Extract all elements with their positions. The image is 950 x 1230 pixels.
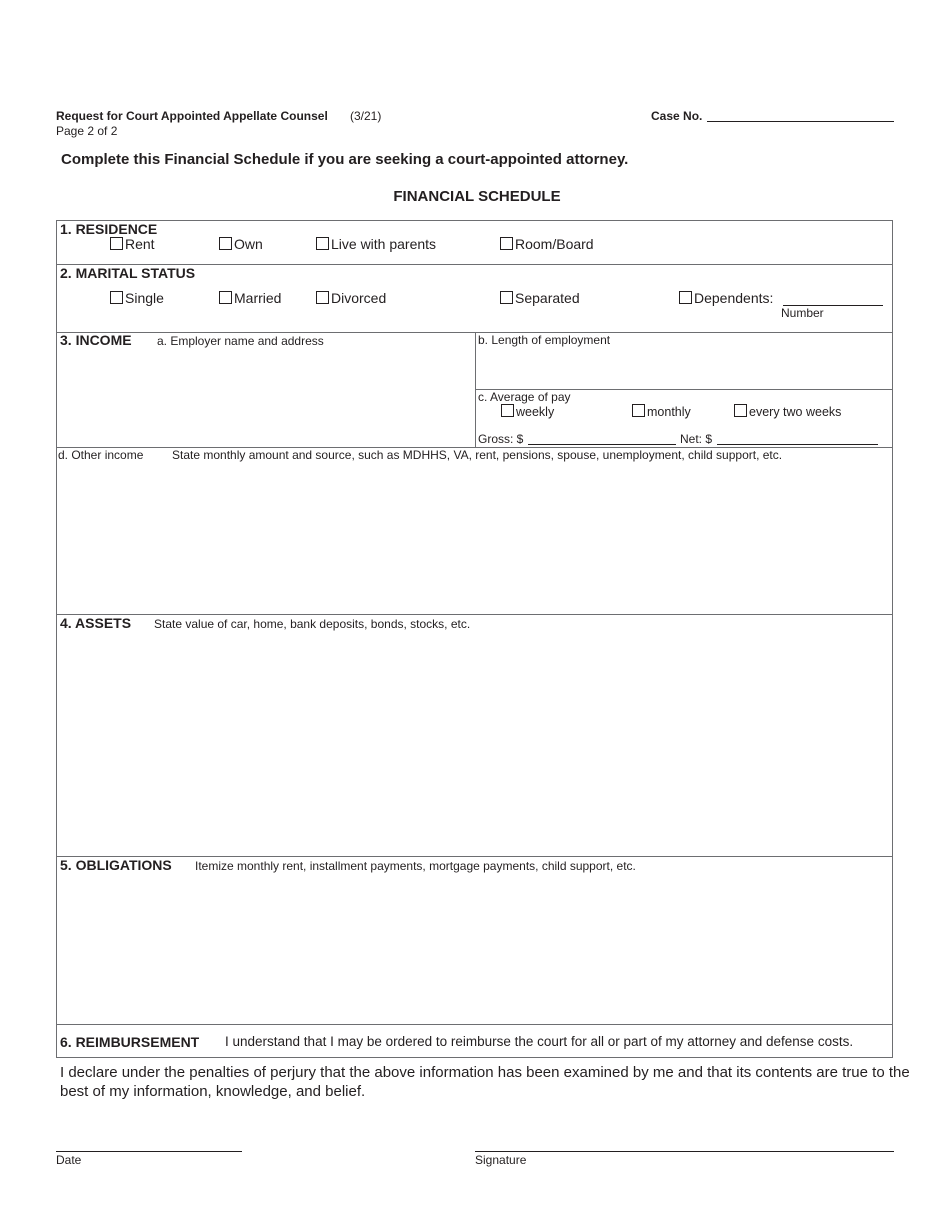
residence-own-option[interactable] <box>219 236 263 252</box>
income-heading: 3. INCOME <box>60 332 132 348</box>
net-pay-label: Net: $ <box>680 432 713 446</box>
dependents-caption: Number <box>781 306 824 320</box>
checkbox[interactable] <box>500 291 513 304</box>
instruction-text: Complete this Financial Schedule if you are seeking a court-appointed attorney. <box>61 151 629 168</box>
residence-parents-option[interactable] <box>316 236 436 252</box>
divider <box>475 332 476 447</box>
marital-status-heading: 2. MARITAL STATUS <box>60 265 196 281</box>
option-label: Single <box>125 290 164 306</box>
other-income-label: d. Other income <box>58 448 144 462</box>
checkbox[interactable] <box>501 404 514 417</box>
pay-biweekly-option[interactable] <box>734 404 841 419</box>
signature-label: Signature <box>475 1153 527 1167</box>
schedule-title: FINANCIAL SCHEDULE <box>393 188 561 205</box>
residence-roomboard-option[interactable] <box>500 236 594 252</box>
checkbox[interactable] <box>632 404 645 417</box>
option-label: weekly <box>516 405 555 419</box>
marital-divorced-option[interactable] <box>316 290 386 306</box>
obligations-heading: 5. OBLIGATIONS <box>60 857 172 873</box>
case-number-label: Case No. <box>651 109 703 123</box>
marital-married-option[interactable] <box>219 290 281 306</box>
checkbox[interactable] <box>679 291 692 304</box>
divider <box>57 614 892 615</box>
gross-pay-label: Gross: $ <box>478 432 524 446</box>
average-pay-label: c. Average of pay <box>478 390 571 404</box>
financial-schedule-form <box>56 220 893 1058</box>
residence-heading: 1. RESIDENCE <box>60 221 158 237</box>
assets-instruction: State value of car, home, bank deposits, bonds, stocks, etc. <box>154 617 471 631</box>
option-label: monthly <box>647 405 691 419</box>
option-label: every two weeks <box>749 405 842 419</box>
checkbox[interactable] <box>110 237 123 250</box>
residence-rent-option[interactable] <box>110 236 155 252</box>
gross-pay-field[interactable] <box>528 444 676 445</box>
length-of-employment-label: b. Length of employment <box>478 333 611 347</box>
checkbox[interactable] <box>316 237 329 250</box>
dependents-option[interactable] <box>679 290 773 306</box>
obligations-instruction: Itemize monthly rent, installment payments, mortgage payments, child support, etc. <box>195 859 636 873</box>
option-label: Separated <box>515 290 580 306</box>
checkbox[interactable] <box>316 291 329 304</box>
marital-separated-option[interactable] <box>500 290 580 306</box>
assets-heading: 4. ASSETS <box>60 615 132 631</box>
form-revision: (3/21) <box>350 109 382 123</box>
divider <box>57 1024 892 1025</box>
pay-monthly-option[interactable] <box>632 404 691 419</box>
date-field[interactable] <box>56 1151 242 1152</box>
option-label: Married <box>234 290 282 306</box>
checkbox[interactable] <box>219 291 232 304</box>
page-number: Page 2 of 2 <box>56 124 118 138</box>
net-pay-field[interactable] <box>717 444 878 445</box>
checkbox[interactable] <box>219 237 232 250</box>
other-income-instruction: State monthly amount and source, such as MDHHS, VA, rent, pensions, spouse, unemployment, child support, etc. <box>172 448 783 462</box>
option-label: Dependents: <box>694 290 774 306</box>
reimbursement-statement: I understand that I may be ordered to reimburse the court for all or part of my attorney and defense costs. <box>225 1034 854 1049</box>
option-label: Live with parents <box>331 236 437 252</box>
option-label: Own <box>234 236 263 252</box>
option-label: Room/Board <box>515 236 594 252</box>
divider <box>57 856 892 857</box>
pay-weekly-option[interactable] <box>501 404 554 419</box>
case-number-field[interactable] <box>707 121 894 122</box>
checkbox[interactable] <box>734 404 747 417</box>
employer-label: a. Employer name and address <box>157 334 324 348</box>
checkbox[interactable] <box>110 291 123 304</box>
option-label: Rent <box>125 236 155 252</box>
signature-field[interactable] <box>475 1151 894 1152</box>
declaration-text: I declare under the penalties of perjury that the above information has been examined by me and that its contents are true to the best of my information, knowledge, and belief. <box>60 1064 910 1100</box>
marital-single-option[interactable] <box>110 290 164 306</box>
option-label: Divorced <box>331 290 387 306</box>
date-label: Date <box>56 1153 82 1167</box>
reimbursement-heading: 6. REIMBURSEMENT <box>60 1034 200 1050</box>
checkbox[interactable] <box>500 237 513 250</box>
form-title: Request for Court Appointed Appellate Counsel <box>56 109 328 123</box>
